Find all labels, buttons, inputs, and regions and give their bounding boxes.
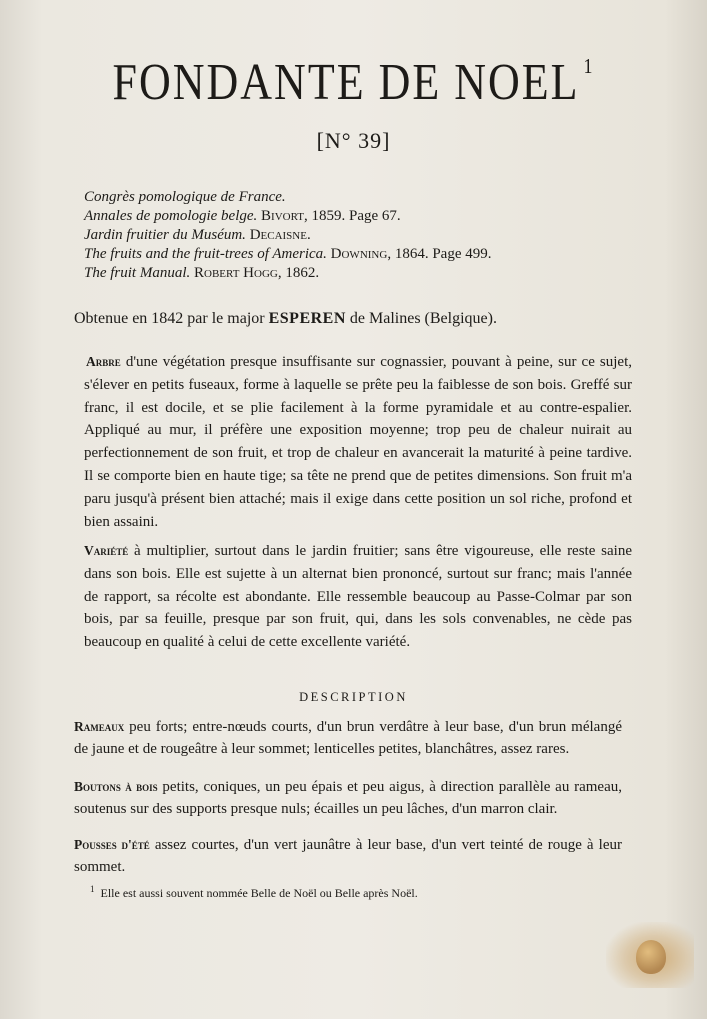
description-heading: DESCRIPTION — [299, 690, 408, 704]
page-title — [0, 52, 707, 112]
fruit-watermark-image — [606, 922, 694, 988]
reference-item — [84, 188, 644, 207]
reference-source: The fruit Manual. — [84, 265, 191, 281]
reference-item — [84, 264, 644, 283]
reference-source: Jardin fruitier du Muséum. — [84, 227, 246, 243]
references-list — [84, 188, 644, 283]
footnote-mark: 1 — [90, 884, 95, 894]
reference-author: Decaisne — [249, 227, 307, 243]
reference-author: Downing — [330, 246, 388, 262]
reference-detail: , 1864. Page 499. — [387, 246, 492, 262]
description-lead: Boutons à bois — [74, 779, 158, 794]
reference-detail: , 1859. Page 67. — [304, 208, 401, 224]
description-lead: Pousses d'été — [74, 837, 150, 852]
description-text: assez courtes, d'un vert jaunâtre à leur base, d'un vert teinté de rouge à leur sommet. — [74, 837, 622, 875]
description-text: peu forts; entre-nœuds courts, d'un brun verdâtre à leur base, d'un brun mélangé de jaune et de rougeâtre à leur sommet; lenticelles petites, blanchâtres, assez rares. — [74, 719, 622, 757]
reference-item — [84, 226, 644, 245]
reference-source: The fruits and the fruit-trees of America. — [84, 246, 327, 262]
footnote — [90, 884, 610, 901]
description-item-boutons — [74, 776, 622, 820]
title-text: FONDANTE DE NOEL — [112, 53, 580, 111]
origin-line — [74, 310, 654, 328]
paragraph-text: à multiplier, surtout dans le jardin fruitier; sans être vigoureuse, elle reste saine dans son bois. Elle est sujette à un alternat bien prononcé, surtout sur franc; mais l'année de rapport, sa récolte est abondante. Elle ressemble beaucoup au Passe-Colmar par son bois, par sa feuille, presque par son fruit, qui, dans les sols convenables, ne cède pas beaucoup en qualité à celui de cette excellente variété. — [84, 543, 632, 651]
reference-item — [84, 245, 644, 264]
origin-text-after: de Malines (Belgique). — [345, 310, 497, 327]
description-text: petits, coniques, un peu épais et peu aigus, à direction parallèle au rameau, soutenus sur des supports presque nuls; écailles un peu lâches, d'un marron clair. — [74, 779, 622, 817]
variety-number: [N° 39] — [316, 128, 391, 153]
origin-text-before: Obtenue en 1842 par le major — [74, 310, 269, 327]
description-lead: Rameaux — [74, 719, 125, 734]
pear-icon — [636, 940, 666, 974]
paragraph-lead: Variété — [84, 543, 129, 558]
description-item-pousses — [74, 834, 622, 878]
reference-author: Bivort — [261, 208, 304, 224]
paragraph-text: d'une végétation presque insuffisante sur cognassier, pouvant à peine, sur ce sujet, s'élever en petits fuseaux, forme à laquelle se prête peu la faiblesse de son bois. Greffé sur franc, il est docile, et se plie facilement à la forme pyramidale et au contre-espalier. Appliqué au mur, il préfère une exposition moyenne; trop peu de chaleur nuirait au perfectionnement de son fruit, et trop de chaleur en avancerait la maturité à peine tardive. Il se comporte bien en haute tige; sa tête ne prend que de petites dimensions. Son fruit m'a paru jusqu'à présent bien attaché; mais il exige dans cette position un sol riche, profond et bien assaini. — [84, 354, 632, 530]
paragraph-lead: Arbre — [86, 354, 121, 369]
reference-detail: . — [306, 227, 311, 243]
reference-detail: , 1862. — [277, 265, 320, 281]
description-item-rameaux — [74, 716, 622, 760]
paragraph-arbre — [84, 351, 632, 533]
reference-author: Robert Hogg — [194, 265, 278, 281]
paragraph-variete — [84, 540, 632, 654]
obtainer-name: ESPEREN — [268, 310, 346, 327]
title-footnote-mark: 1 — [583, 54, 595, 78]
footnote-text: Elle est aussi souvent nommée Belle de Noël ou Belle après Noël. — [100, 886, 418, 900]
reference-item — [84, 207, 644, 226]
reference-source: Congrès pomologique de France. — [84, 189, 286, 205]
reference-source: Annales de pomologie belge. — [84, 208, 258, 224]
